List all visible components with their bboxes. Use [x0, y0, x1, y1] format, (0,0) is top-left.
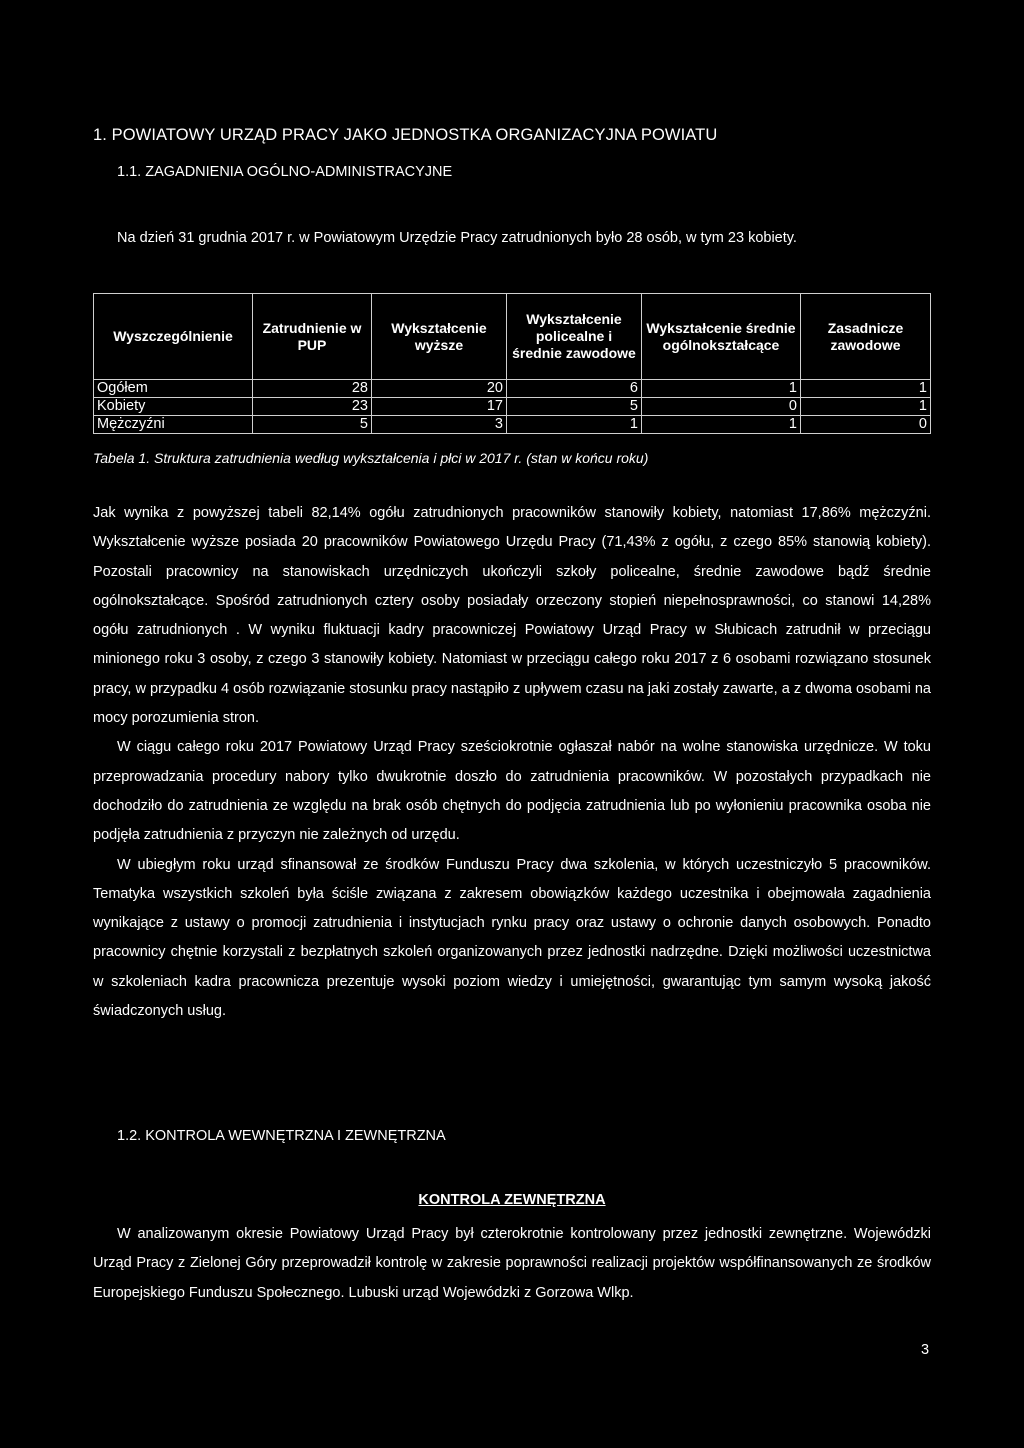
table-header-row	[94, 294, 931, 380]
section-heading-1-1: 1.1. ZAGADNIENIA OGÓLNO-ADMINISTRACYJNE	[117, 164, 453, 180]
intro-sentence: Na dzień 31 grudnia 2017 r. w Powiatowym Urzędzie Pracy zatrudnionych było 28 osób, w tym 23 kobiety.	[117, 230, 797, 246]
table-cell: 1	[642, 380, 801, 398]
table-cell: 6	[507, 380, 642, 398]
paragraph: W analizowanym okresie Powiatowy Urząd Pracy był czterokrotnie kontrolowany przez jednostki zewnętrzne. Wojewódzki Urząd Pracy z Zielonej Góry przeprowadził kontrolę w zakresie poprawności realizacji projektów współfinansowanych ze środków Europejskiego Funduszu Społecznego. Lubuski urząd Wojewódzki z Gorzowa Wlkp.	[93, 1226, 931, 1301]
section-heading-1: 1. POWIATOWY URZĄD PRACY JAKO JEDNOSTKA ORGANIZACYJNA POWIATU	[93, 126, 718, 144]
table-cell: 1	[801, 380, 931, 398]
table-row	[94, 380, 931, 398]
header-cell: Wykształcenie średnie ogólnokształcące	[642, 294, 801, 380]
table-cell: 0	[642, 398, 801, 416]
table-cell: 1	[642, 416, 801, 434]
paragraph: W ubiegłym roku urząd sfinansował ze środków Funduszu Pracy dwa szkolenia, w których uczestniczyło 5 pracowników. Tematyka wszystkich szkoleń była ściśle związana z zakresem obowiązków każdego uczestnika i obejmowała zagadnienia wynikające z ustawy o promocji zatrudnienia i instytucjach rynku pracy oraz ustawy o ochronie danych osobowych. Ponadto pracownicy chętnie korzystali z bezpłatnych szkoleń organizowanych przez jednostki nadrzędne. Dzięki możliwości uczestnictwa w szkoleniach kadra pracownicza prezentuje wysoki poziom wiedzy i umiejętności, gwarantując tym samym wysoką jakość świadczonych usług.	[93, 856, 931, 1020]
section-heading-1-2: 1.2. KONTROLA WEWNĘTRZNA I ZEWNĘTRZNA	[117, 1128, 446, 1144]
table-cell: 28	[253, 380, 372, 398]
table-cell: 1	[801, 398, 931, 416]
table-cell: 3	[372, 416, 507, 434]
body-text-2	[93, 1220, 931, 1308]
row-label: Mężczyźni	[94, 416, 253, 434]
table-row	[94, 398, 931, 416]
paragraph: Jak wynika z powyższej tabeli 82,14% ogółu zatrudnionych pracowników stanowiły kobiety, natomiast 17,86% mężczyźni. Wykształcenie wyższe posiada 20 pracowników Powiatowego Urzędu Pracy (71,43% z ogółu, z czego 85% stanowią kobiety). Pozostali pracownicy na stanowiskach urzędniczych ukończyli szkoły policealne, średnie zawodowe bądź średnie ogólnokształcące. Spośród zatrudnionych cztery osoby posiadały orzeczony stopień niepełnosprawności, co stanowi 14,28% ogółu zatrudnionych . W wyniku fluktuacji kadry pracowniczej Powiatowy Urząd Pracy w Słubicach zatrudnił w przeciągu minionego roku 3 osoby, z czego 3 stanowiły kobiety. Natomiast w przeciągu całego roku 2017 z 6 osobami rozwiązano stosunek pracy, w przypadku 4 osób rozwiązanie stosunku pracy nastąpiło z upływem czasu na jaki zostały zawarte, a z dwoma osobami na mocy porozumienia stron.	[93, 505, 931, 727]
table-cell: 20	[372, 380, 507, 398]
header-cell: Wykształcenie policealne i średnie zawodowe	[507, 294, 642, 380]
header-cell: Zasadnicze zawodowe	[801, 294, 931, 380]
row-label: Ogółem	[94, 380, 253, 398]
table-cell: 1	[507, 416, 642, 434]
employment-table	[93, 293, 931, 434]
table-cell: 5	[507, 398, 642, 416]
table-cell: 23	[253, 398, 372, 416]
table-cell: 0	[801, 416, 931, 434]
header-cell: Zatrudnienie w PUP	[253, 294, 372, 380]
paragraph: W ciągu całego roku 2017 Powiatowy Urząd Pracy sześciokrotnie ogłaszał nabór na wolne stanowiska urzędnicze. W toku przeprowadzania procedury nabory tylko dwukrotnie doszło do zatrudnienia pracowników. W pozostałych przypadkach nie dochodziło do zatrudnienia ze względu na brak osób chętnych do podjęcia zatrudnienia lub po wyłonieniu pracownika osoba nie podjęła zatrudnienia z przyczyn nie zależnych od urzędu.	[93, 739, 931, 844]
header-cell: Wykształcenie wyższe	[372, 294, 507, 380]
body-text	[93, 499, 931, 1026]
table-cell: 5	[253, 416, 372, 434]
table-row	[94, 416, 931, 434]
page-number: 3	[921, 1342, 930, 1358]
table-caption: Tabela 1. Struktura zatrudnienia według wykształcenia i płci w 2017 r. (stan w końcu roku)	[93, 450, 649, 466]
header-cell: Wyszczególnienie	[94, 294, 253, 380]
row-label: Kobiety	[94, 398, 253, 416]
subheading-external-control: KONTROLA ZEWNĘTRZNA	[418, 1192, 606, 1208]
table-cell: 17	[372, 398, 507, 416]
